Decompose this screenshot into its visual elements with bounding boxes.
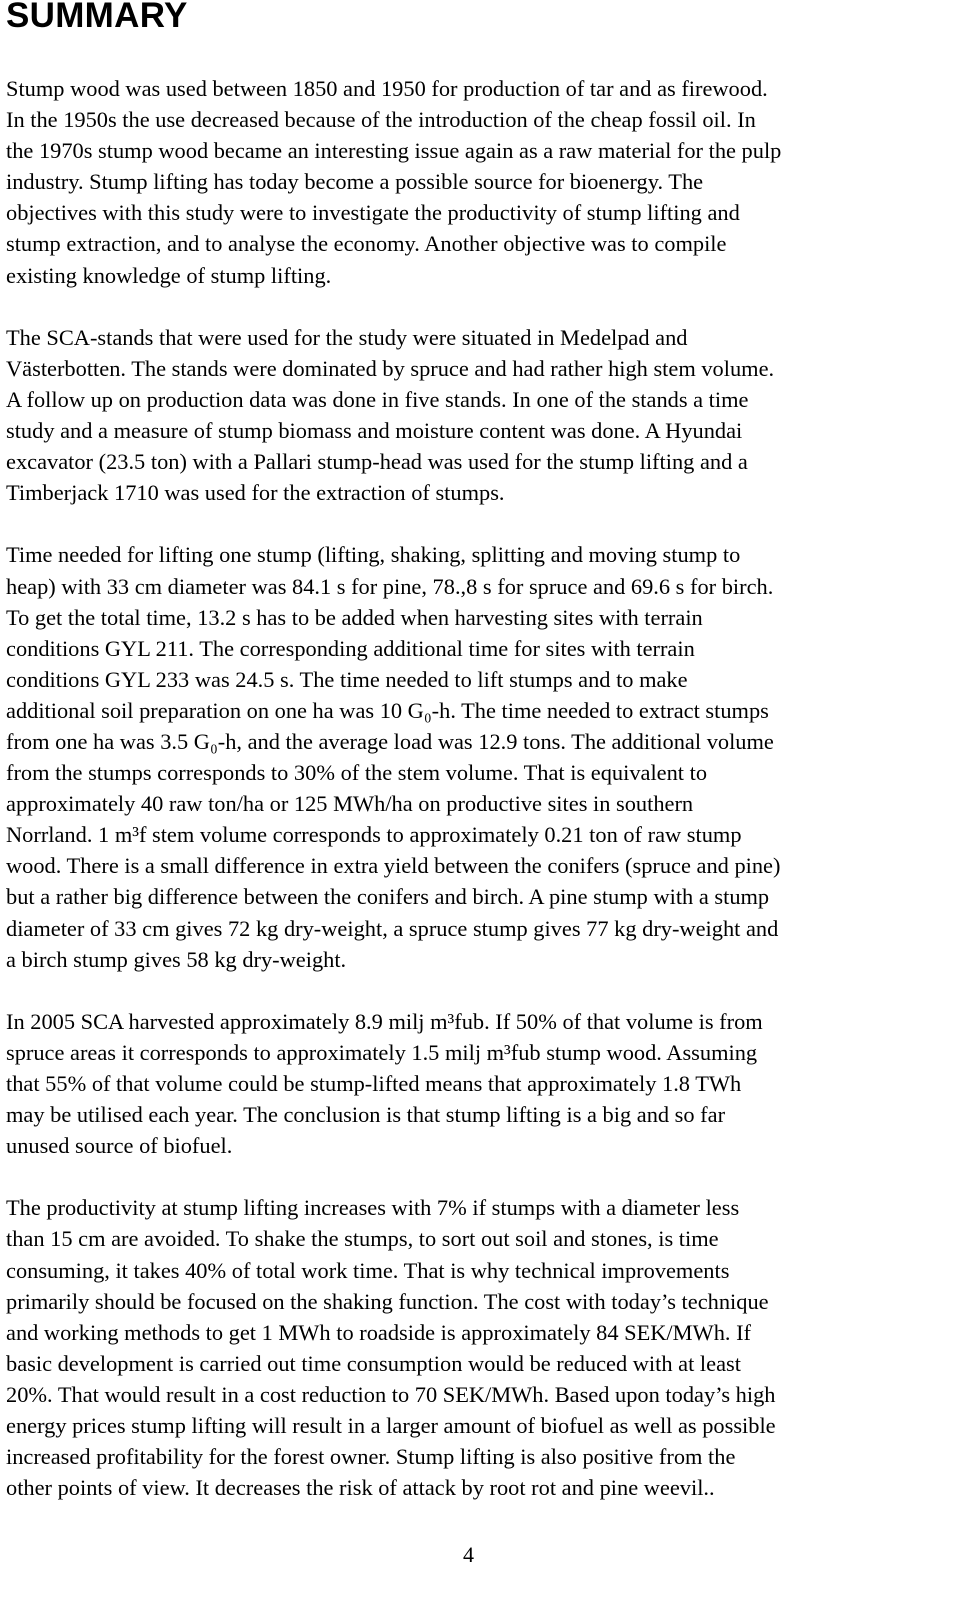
text-line: Västerbotten. The stands were dominated by spruce and had rather high stem volume. — [6, 355, 775, 381]
text-line: stump extraction, and to analyse the economy. Another objective was to compile — [6, 231, 727, 257]
text-line: but a rather big difference between the conifers and birch. A pine stump with a stump — [6, 884, 770, 910]
text-line: Norrland. 1 m³f stem volume corresponds to approximately 0.21 ton of raw stump — [6, 822, 742, 848]
text-line: Timberjack 1710 was used for the extraction of stumps. — [6, 480, 505, 506]
text-line: industry. Stump lifting has today become a possible source for bioenergy. The — [6, 169, 704, 195]
text-line: from one ha was 3.5 G₀-h, and the average load was 12.9 tons. The additional volume — [6, 728, 774, 754]
text-line: conditions GYL 211. The corresponding additional time for sites with terrain — [6, 635, 695, 661]
text-line: unused source of biofuel. — [6, 1133, 233, 1159]
text-line: In the 1950s the use decreased because of the introduction of the cheap fossil oil. In — [6, 107, 756, 133]
text-line: To get the total time, 13.2 s has to be added when harvesting sites with terrain — [6, 604, 703, 630]
text-line: and working methods to get 1 MWh to roadside is approximately 84 SEK/MWh. If — [6, 1319, 751, 1345]
text-line: increased profitability for the forest owner. Stump lifting is also positive from the — [6, 1444, 736, 1470]
text-line: diameter of 33 cm gives 72 kg dry-weight, a spruce stump gives 77 kg dry-weight and — [6, 915, 779, 941]
page-number: 4 — [463, 1542, 474, 1567]
text-line: additional soil preparation on one ha was 10 G₀-h. The time needed to extract stumps — [6, 697, 769, 723]
text-line: conditions GYL 233 was 24.5 s. The time needed to lift stumps and to make — [6, 666, 688, 692]
text-line: wood. There is a small difference in extra yield between the conifers (spruce and pine) — [6, 853, 781, 879]
text-line: basic development is carried out time consumption would be reduced with at least — [6, 1350, 741, 1376]
text-line: energy prices stump lifting will result in a larger amount of biofuel as well as possible — [6, 1413, 776, 1439]
summary-heading: SUMMARY — [6, 0, 188, 35]
summary-paragraph — [6, 73, 954, 291]
text-line: may be utilised each year. The conclusion is that stump lifting is a big and so far — [6, 1102, 726, 1128]
summary-paragraph — [6, 1006, 954, 1161]
text-line: that 55% of that volume could be stump-lifted means that approximately 1.8 TWh — [6, 1071, 742, 1096]
text-line: excavator (23.5 ton) with a Pallari stump-head was used for the stump lifting and a — [6, 449, 748, 475]
text-line: a birch stump gives 58 kg dry-weight. — [6, 946, 347, 972]
text-line: In 2005 SCA harvested approximately 8.9 milj m³fub. If 50% of that volume is from — [6, 1008, 763, 1034]
text-line: The productivity at stump lifting increases with 7% if stumps with a diameter less — [6, 1195, 740, 1221]
text-line: from the stumps corresponds to 30% of the stem volume. That is equivalent to — [6, 760, 708, 786]
text-line: existing knowledge of stump lifting. — [6, 262, 332, 288]
text-line: 20%. That would result in a cost reduction to 70 SEK/MWh. Based upon today’s high — [6, 1381, 776, 1407]
text-line: than 15 cm are avoided. To shake the stumps, to sort out soil and stones, is time — [6, 1226, 719, 1252]
text-line: the 1970s stump wood became an interesting issue again as a raw material for the pulp — [6, 138, 782, 164]
text-line: The SCA-stands that were used for the study were situated in Medelpad and — [6, 324, 688, 350]
text-line: Time needed for lifting one stump (lifting, shaking, splitting and moving stump to — [6, 542, 741, 568]
text-line: spruce areas it corresponds to approximately 1.5 milj m³fub stump wood. Assuming — [6, 1039, 758, 1065]
text-line: consuming, it takes 40% of total work time. That is why technical improvements — [6, 1257, 730, 1283]
text-line: primarily should be focused on the shaking function. The cost with today’s technique — [6, 1288, 769, 1314]
summary-paragraph — [6, 539, 954, 974]
text-line: other points of view. It decreases the risk of attack by root rot and pine weevil.. — [6, 1475, 715, 1501]
text-line: approximately 40 raw ton/ha or 125 MWh/ha on productive sites in southern — [6, 791, 694, 817]
summary-paragraph — [6, 1192, 954, 1503]
text-line: heap) with 33 cm diameter was 84.1 s for pine, 78.,8 s for spruce and 69.6 s for birch. — [6, 573, 774, 599]
text-line: A follow up on production data was done in five stands. In one of the stands a time — [6, 386, 749, 412]
text-line: study and a measure of stump biomass and moisture content was done. A Hyundai — [6, 418, 743, 444]
summary-body — [6, 73, 954, 1534]
summary-paragraph — [6, 322, 954, 509]
text-line: Stump wood was used between 1850 and 1950 for production of tar and as firewood. — [6, 76, 768, 101]
text-line: objectives with this study were to investigate the productivity of stump lifting and — [6, 200, 740, 226]
